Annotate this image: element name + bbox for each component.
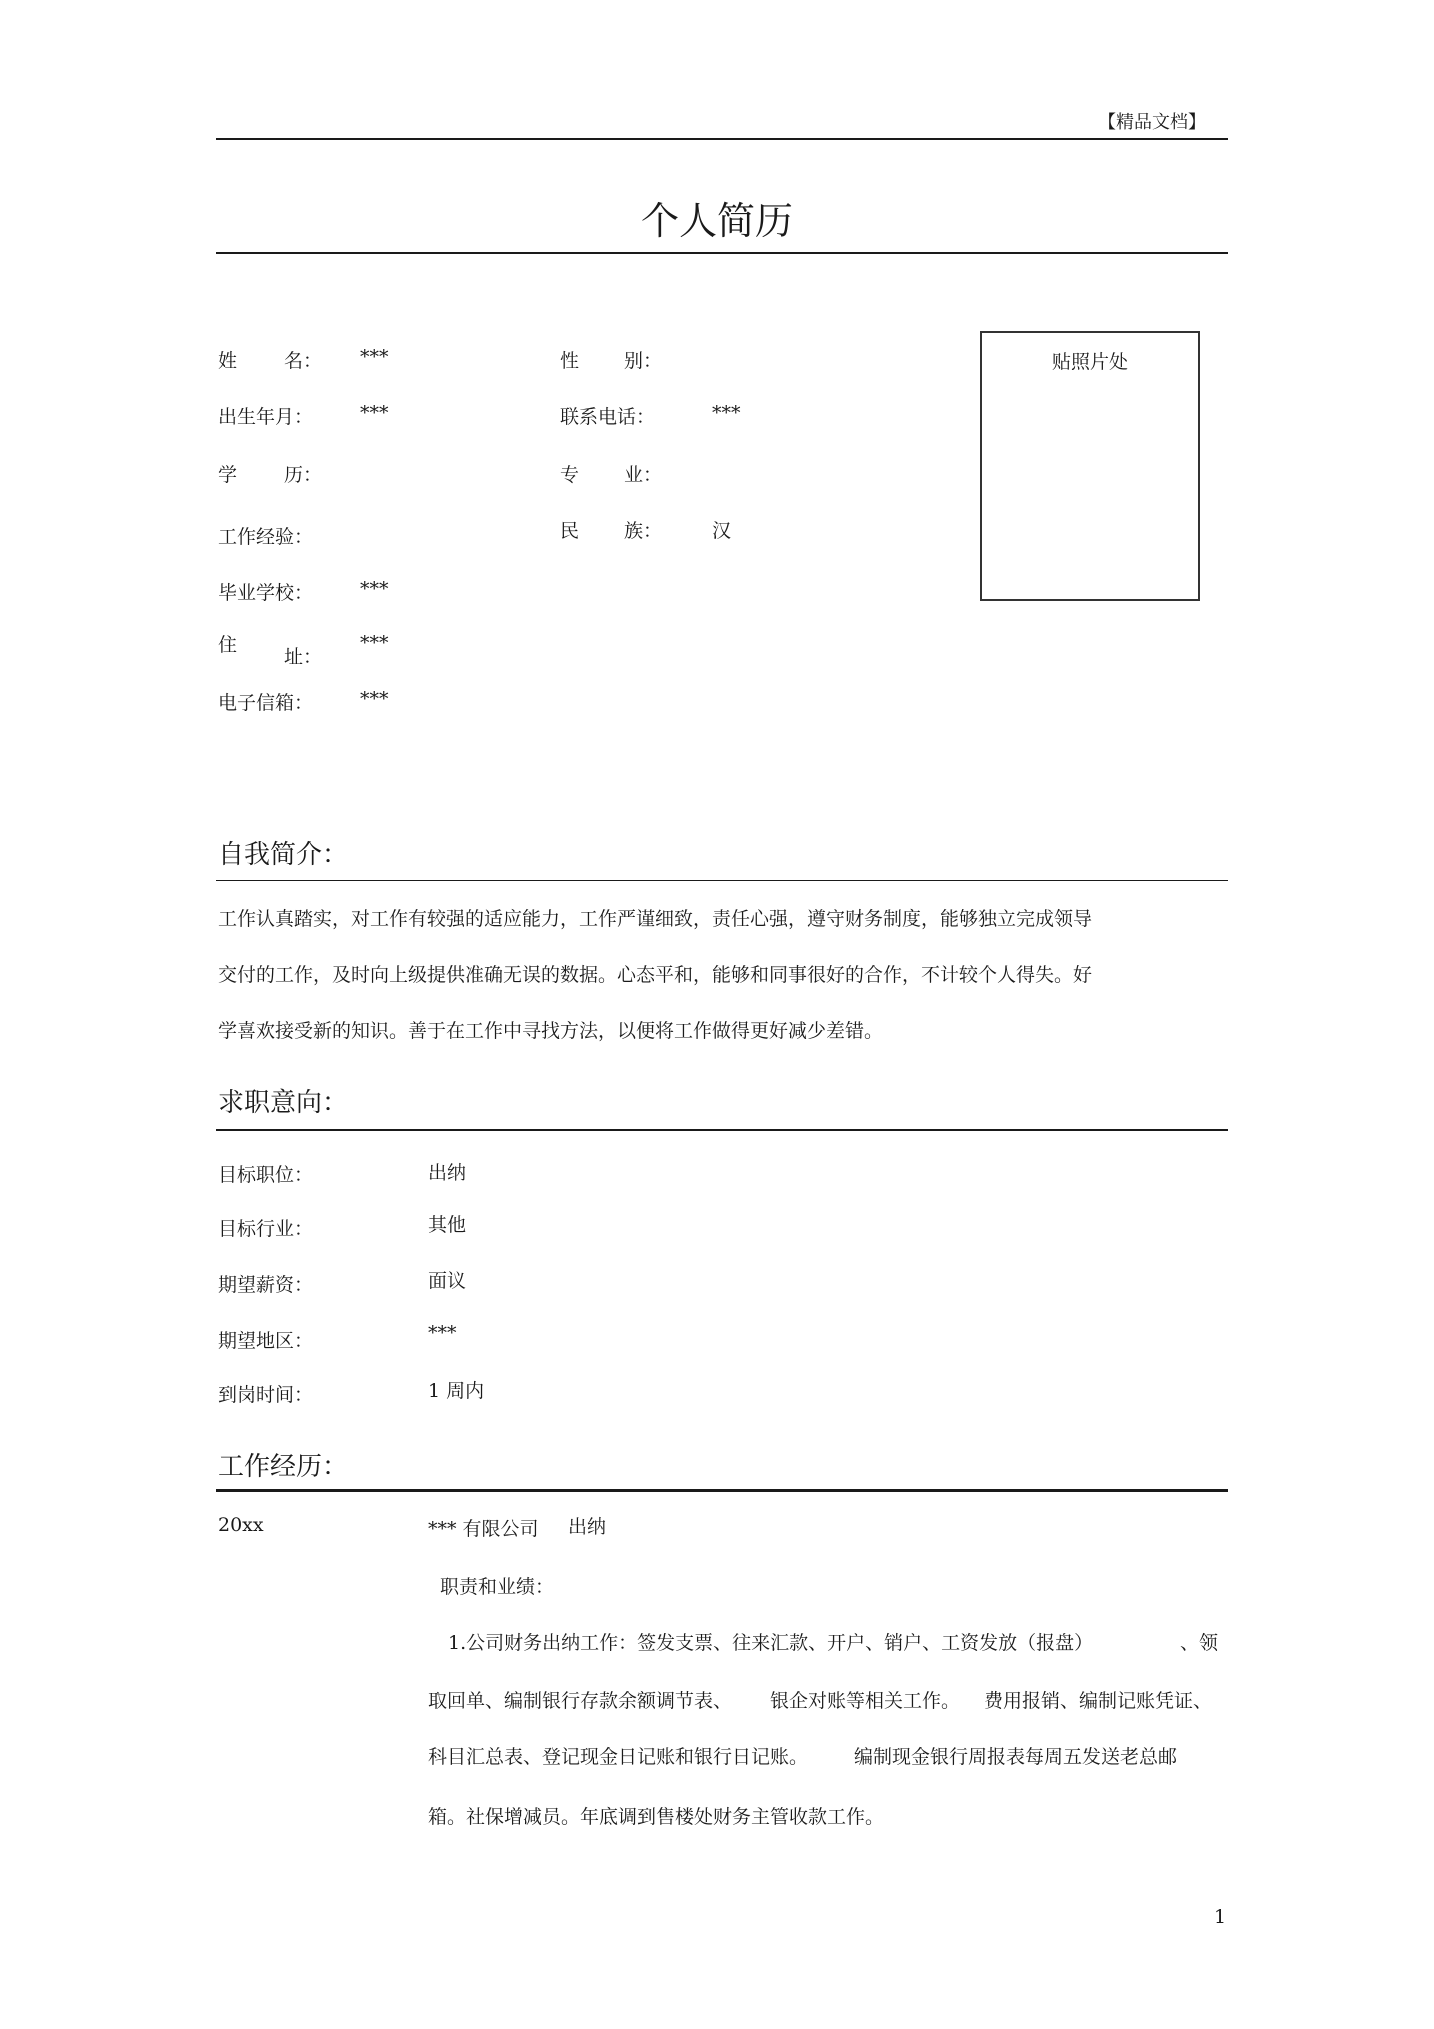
major-label-1: 专	[560, 464, 580, 486]
duty-line: 科目汇总表、登记现金日记账和银行日记账。	[428, 1746, 809, 1768]
phone-label: 联系电话：	[560, 406, 656, 428]
work-position: 出纳	[568, 1516, 607, 1538]
duty-line: 1.公司财务出纳工作：签发支票、往来汇款、开户、销户、工资发放（报盘）	[448, 1632, 1094, 1654]
ethnic-value: 汉	[712, 520, 732, 542]
header-rule	[216, 138, 1228, 140]
school-label: 毕业学校：	[218, 582, 314, 604]
intro-rule	[216, 880, 1228, 881]
gender-label-1: 性	[560, 350, 580, 372]
intent-rule	[216, 1129, 1228, 1131]
intent-label: 期望地区：	[218, 1330, 314, 1352]
header-tag: 【精品文档】	[1098, 112, 1206, 133]
duty-line: 箱。社保增减员。年底调到售楼处财务主管收款工作。	[428, 1806, 885, 1828]
intent-label: 目标职位：	[218, 1164, 314, 1186]
intent-value: 出纳	[428, 1162, 467, 1184]
duties-label: 职责和业绩：	[440, 1576, 555, 1598]
intro-line: 学喜欢接受新的知识。善于在工作中寻找方法，以便将工作做得更好减少差错。	[218, 1020, 884, 1042]
duty-line: 编制现金银行周报表每周五发送老总邮	[854, 1746, 1178, 1768]
intent-label: 到岗时间：	[218, 1384, 314, 1406]
photo-placeholder	[980, 331, 1200, 601]
address-label-1: 住	[218, 634, 238, 656]
duty-line: 银企对账等相关工作。	[770, 1690, 961, 1712]
photo-label: 贴照片处	[1051, 351, 1128, 373]
email-label: 电子信箱：	[218, 692, 314, 714]
duty-line-tail: 、领	[1180, 1632, 1219, 1654]
address-label-2: 址：	[284, 646, 323, 668]
intent-value: 其他	[428, 1214, 467, 1236]
ethnic-label-1: 民	[560, 520, 580, 542]
intro-line: 工作认真踏实，对工作有较强的适应能力，工作严谨细致，责任心强，遵守财务制度，能够独立完成领导	[218, 908, 1093, 930]
ethnic-label-2: 族：	[624, 520, 663, 542]
page-number: 1	[1214, 1906, 1227, 1928]
name-label-2: 名：	[284, 350, 323, 372]
school-value: ***	[360, 578, 389, 600]
work-year: 20xx	[218, 1514, 264, 1536]
name-value: ***	[360, 346, 389, 368]
edu-label-2: 历：	[284, 464, 323, 486]
intent-heading: 求职意向：	[218, 1088, 349, 1118]
intro-line: 交付的工作，及时向上级提供准确无误的数据。心态平和，能够和同事很好的合作，不计较个人得失。好	[218, 964, 1093, 986]
intent-value: ***	[428, 1322, 457, 1344]
page-title: 个人简历	[640, 199, 793, 243]
title-rule	[216, 252, 1228, 254]
phone-value: ***	[712, 402, 741, 424]
intent-value: 1 周内	[428, 1380, 485, 1402]
gender-label-2: 别：	[624, 350, 663, 372]
name-label-1: 姓	[218, 350, 238, 372]
work-heading: 工作经历：	[218, 1452, 349, 1482]
intro-heading: 自我简介：	[218, 840, 349, 870]
birth-label: 出生年月：	[218, 406, 314, 428]
intent-label: 目标行业：	[218, 1218, 314, 1240]
work-rule	[216, 1489, 1228, 1492]
work-company: *** 有限公司	[428, 1518, 539, 1540]
email-value: ***	[360, 688, 389, 710]
intent-value: 面议	[428, 1270, 467, 1292]
duty-line: 取回单、编制银行存款余额调节表、	[428, 1690, 733, 1712]
address-value: ***	[360, 632, 389, 654]
intent-label: 期望薪资：	[218, 1274, 314, 1296]
major-label-2: 业：	[624, 464, 663, 486]
edu-label-1: 学	[218, 464, 238, 486]
experience-label: 工作经验：	[218, 526, 314, 548]
birth-value: ***	[360, 402, 389, 424]
duty-line: 费用报销、编制记账凭证、	[984, 1690, 1213, 1712]
